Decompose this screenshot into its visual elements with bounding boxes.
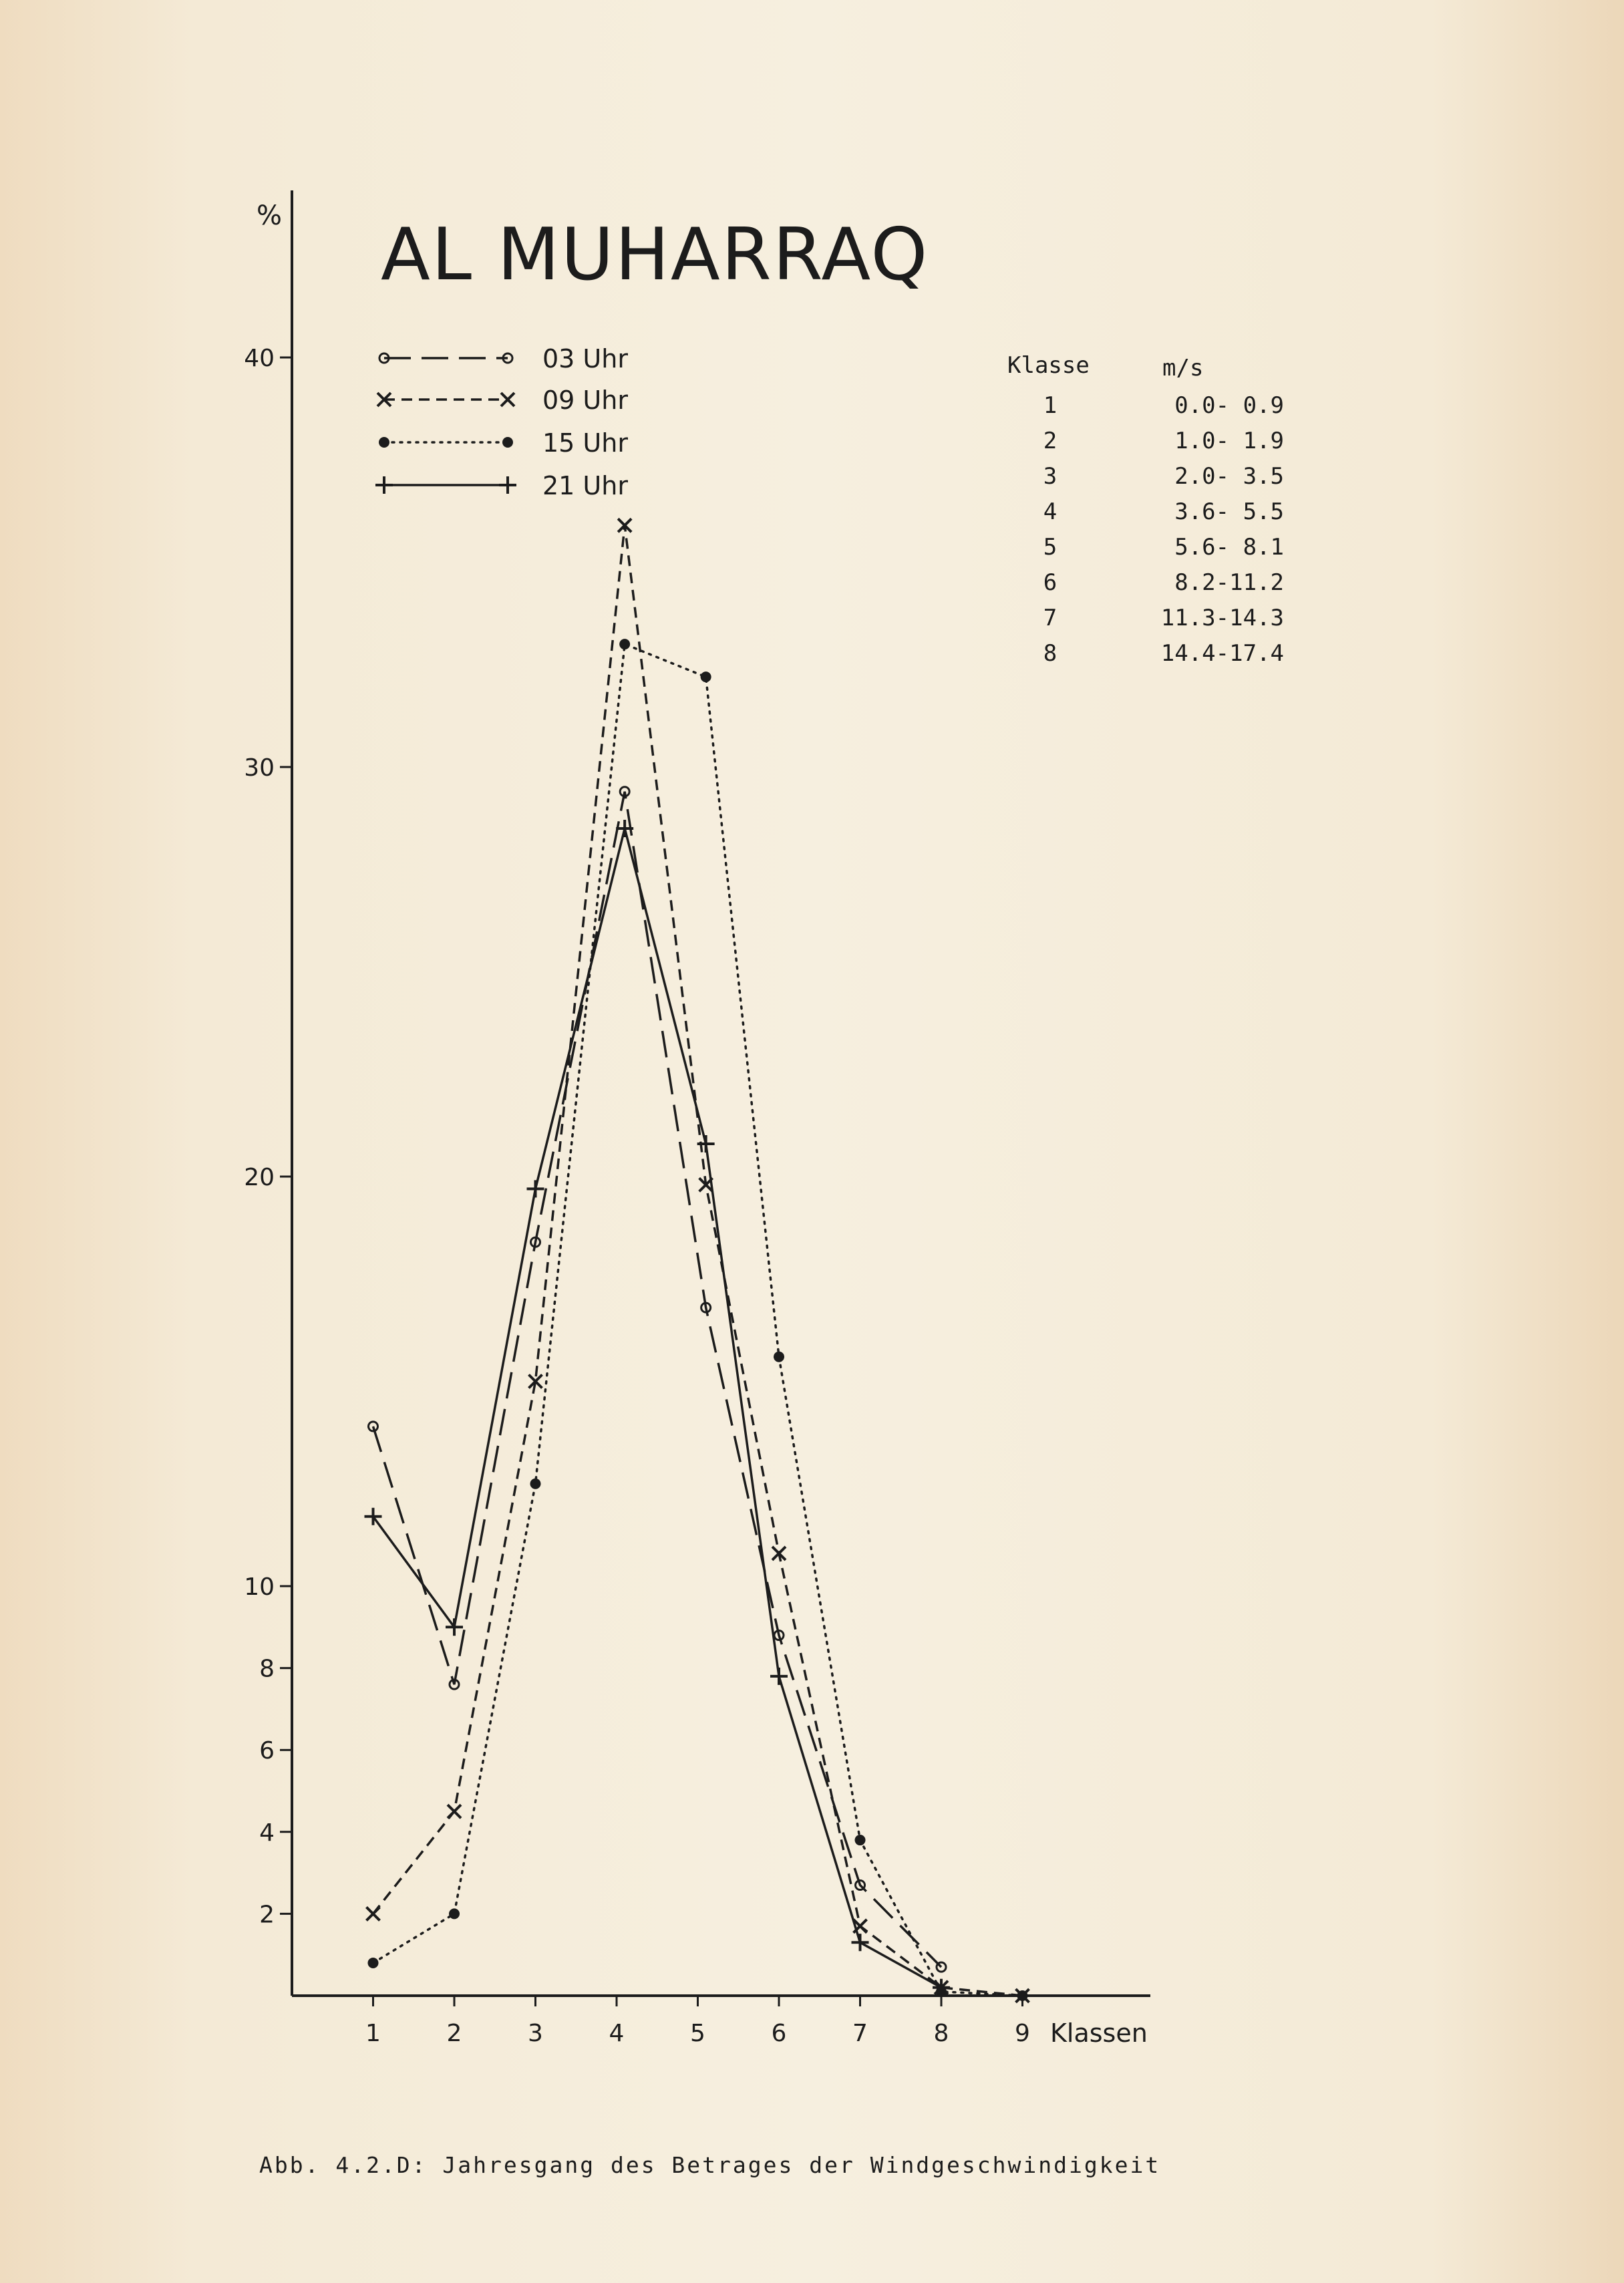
- series-line: [373, 792, 942, 1967]
- legend: [375, 344, 628, 500]
- figure-caption: Abb. 4.2.D: Jahresgang des Betrages der Windgeschwindigkeit: [259, 2152, 1161, 2178]
- klasse-header: Klasse: [1007, 352, 1090, 379]
- series-line: [373, 644, 1023, 1996]
- legend-item: [379, 428, 628, 458]
- legend-label: 15 Uhr: [542, 428, 628, 458]
- speed-range: 11.3-14.3: [1160, 605, 1284, 631]
- y-tick-label: 4: [259, 1819, 275, 1847]
- data-point-marker: [446, 1618, 463, 1636]
- x-tick-label: 4: [609, 2020, 625, 2047]
- y-tick-label: 10: [244, 1573, 275, 1601]
- data-point-marker: [770, 1668, 788, 1685]
- data-point-marker: [774, 1352, 784, 1362]
- klasse-table: [1007, 352, 1284, 667]
- legend-label: 03 Uhr: [542, 344, 628, 373]
- legend-label: 21 Uhr: [542, 471, 628, 500]
- y-tick-label: 30: [244, 754, 275, 782]
- y-tick-label: 8: [259, 1655, 275, 1683]
- series-03-uhr: [369, 787, 947, 1972]
- x-tick-label: 3: [528, 2020, 543, 2047]
- data-point-marker: [368, 1958, 379, 1968]
- x-tick-label: 2: [446, 2020, 462, 2047]
- data-point-marker: [367, 1907, 380, 1920]
- klasse-number: 7: [1043, 605, 1058, 631]
- data-point-marker: [375, 476, 393, 494]
- data-point-marker: [365, 1508, 382, 1525]
- speed-range: 2.0- 3.5: [1174, 463, 1284, 490]
- data-point-marker: [530, 1479, 541, 1489]
- speed-range: 8.2-11.2: [1174, 569, 1284, 596]
- x-tick-label: 5: [690, 2020, 705, 2047]
- data-point-marker: [502, 437, 513, 448]
- data-point-marker: [527, 1180, 544, 1197]
- speed-range: 1.0- 1.9: [1174, 428, 1284, 454]
- y-tick-label: 6: [259, 1737, 275, 1765]
- legend-item: [377, 386, 628, 415]
- series-15-uhr: [368, 639, 1028, 2001]
- speed-header: m/s: [1162, 355, 1204, 382]
- klasse-number: 8: [1043, 640, 1058, 667]
- data-point-marker: [855, 1835, 866, 1845]
- data-point-marker: [449, 1908, 460, 1919]
- klasse-number: 6: [1043, 569, 1058, 596]
- klasse-number: 2: [1043, 428, 1058, 454]
- data-point-marker: [852, 1934, 869, 1951]
- data-point-marker: [501, 393, 514, 406]
- y-tick-label: 20: [244, 1164, 275, 1191]
- speed-range: 3.6- 5.5: [1174, 498, 1284, 525]
- data-point-marker: [1017, 1990, 1028, 2001]
- data-point-marker: [448, 1805, 461, 1818]
- speed-range: 14.4-17.4: [1160, 640, 1284, 667]
- x-tick-label: 6: [771, 2020, 787, 2047]
- data-point-marker: [379, 437, 389, 448]
- legend-item: [379, 344, 628, 373]
- x-tick-label: 9: [1015, 2020, 1030, 2047]
- legend-item: [375, 471, 628, 500]
- x-tick-label: 8: [933, 2020, 949, 2047]
- legend-label: 09 Uhr: [542, 386, 628, 415]
- data-point-marker: [619, 639, 630, 649]
- x-axis-label: Klassen: [1050, 2018, 1148, 2048]
- data-point-marker: [701, 671, 711, 682]
- y-tick-label: 2: [259, 1901, 275, 1929]
- data-point-marker: [499, 476, 516, 494]
- data-point-marker: [697, 1135, 715, 1153]
- klasse-number: 5: [1043, 534, 1058, 561]
- chart-title: AL MUHARRAQ: [381, 213, 929, 297]
- klasse-number: 3: [1043, 463, 1058, 490]
- x-tick-label: 1: [365, 2020, 381, 2047]
- series-group: [365, 518, 1029, 2002]
- speed-range: 0.0- 0.9: [1174, 392, 1284, 419]
- klasse-number: 4: [1043, 498, 1058, 525]
- x-tick-label: 7: [852, 2020, 868, 2047]
- klasse-number: 1: [1043, 392, 1058, 419]
- speed-range: 5.6- 8.1: [1174, 534, 1284, 561]
- axes: [244, 190, 1150, 2047]
- y-axis-label: %: [257, 200, 283, 231]
- y-tick-label: 40: [244, 345, 275, 372]
